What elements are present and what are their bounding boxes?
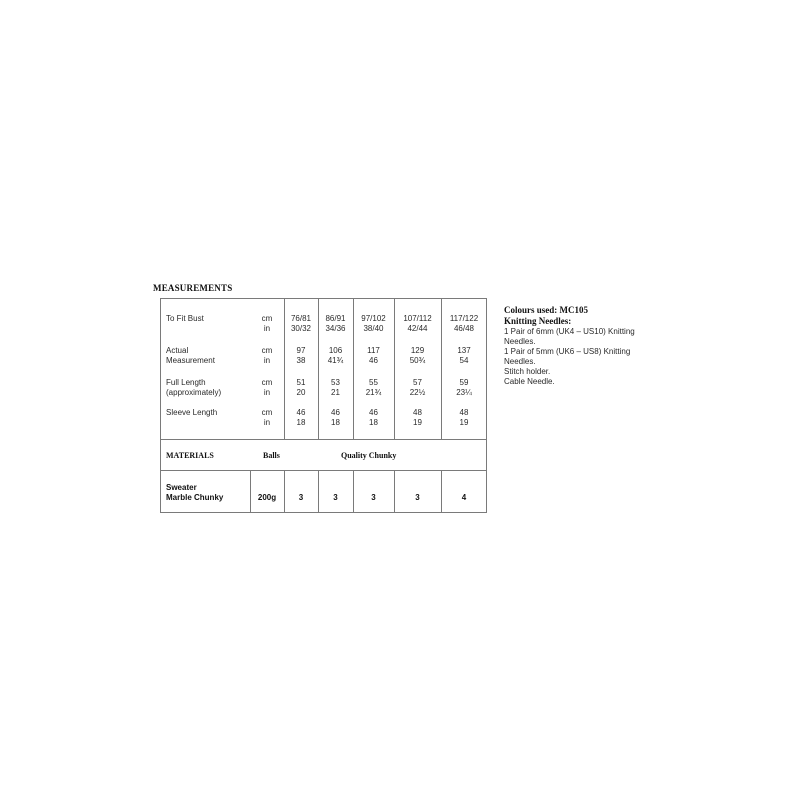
yarn-ball-count: 3 (415, 493, 420, 502)
table-divider (161, 439, 486, 440)
needles-heading: Knitting Needles: (504, 316, 572, 326)
yarn-weight: 200g (257, 493, 277, 502)
quality-label: Quality Chunky (341, 451, 397, 460)
note-line: Cable Needle. (504, 377, 555, 386)
note-line: Stitch holder. (504, 367, 551, 376)
measurement-value: 48 19 (459, 408, 469, 427)
row-units: cm in (261, 346, 273, 365)
measurement-value: 46 18 (331, 408, 340, 427)
row-units: cm in (261, 314, 273, 333)
measurement-value: 46 18 (369, 408, 378, 427)
row-units: cm in (261, 408, 273, 427)
measurements-heading: MEASUREMENTS (153, 283, 233, 293)
yarn-label: Sweater Marble Chunky (166, 483, 224, 502)
note-line: 1 Pair of 6mm (UK4 – US10) Knitting (504, 327, 635, 336)
measurement-value: 55 21¾ (365, 378, 382, 397)
table-divider (441, 470, 442, 513)
measurement-value: 137 54 (457, 346, 471, 365)
measurement-value: 106 41¾ (327, 346, 344, 365)
note-line: Needles. (504, 337, 536, 346)
measurement-value: 107/112 42/44 (403, 314, 432, 333)
measurement-value: 117/122 46/48 (449, 314, 479, 333)
yarn-ball-count: 3 (371, 493, 376, 502)
row-units: cm in (261, 378, 273, 397)
note-line: 1 Pair of 5mm (UK6 – US8) Knitting (504, 347, 631, 356)
yarn-ball-count: 3 (298, 493, 304, 502)
measurement-value: 117 46 (367, 346, 380, 365)
materials-label: MATERIALS (166, 451, 214, 460)
table-divider (353, 470, 354, 513)
measurement-value: 97/102 38/40 (361, 314, 386, 333)
row-label: Sleeve Length (166, 408, 218, 417)
row-label: Full Length (approximately) (166, 378, 222, 397)
table-divider (318, 470, 319, 513)
measurement-value: 86/91 34/36 (325, 314, 346, 333)
measurement-value: 76/81 30/32 (290, 314, 312, 333)
row-label: To Fit Bust (166, 314, 204, 323)
measurement-value: 97 38 (296, 346, 306, 365)
colours-used: Colours used: MC105 (504, 305, 589, 315)
row-label: Actual Measurement (166, 346, 215, 365)
yarn-ball-count: 3 (333, 493, 338, 502)
measurement-value: 129 50¾ (409, 346, 426, 365)
measurement-value: 57 22½ (409, 378, 426, 397)
measurement-value: 51 20 (296, 378, 306, 397)
table-divider (394, 470, 395, 513)
yarn-ball-count: 4 (461, 493, 467, 502)
materials-notes (504, 305, 664, 387)
measurement-value: 53 21 (331, 378, 340, 397)
measurement-value: 48 19 (413, 408, 422, 427)
table-divider (250, 470, 251, 513)
note-line: Needles. (504, 357, 536, 366)
measurement-value: 59 23¼ (456, 378, 472, 397)
table-divider (284, 470, 285, 513)
measurements-table (160, 298, 487, 513)
balls-label: Balls (263, 451, 280, 460)
table-divider (161, 470, 486, 471)
measurement-value: 46 18 (296, 408, 306, 427)
